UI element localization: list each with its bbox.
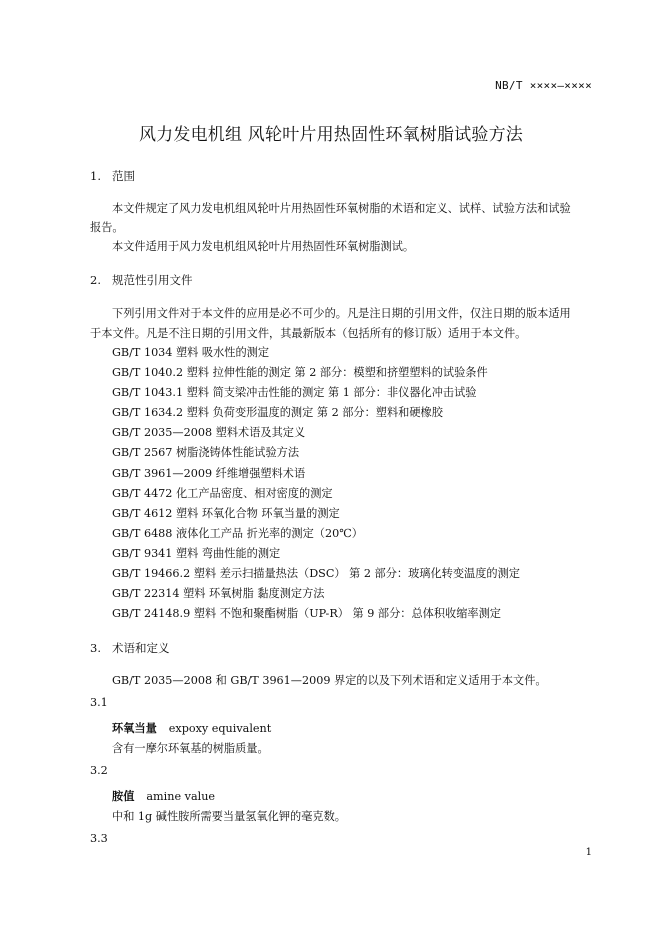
reference-item: GB/T 22314 塑料 环氧树脂 黏度测定方法 xyxy=(112,587,325,601)
reference-item: GB/T 1040.2 塑料 拉伸性能的测定 第 2 部分：模塑和挤塑塑料的试验条件 xyxy=(112,366,488,380)
term-number: 3.1 xyxy=(90,696,108,709)
section-number: 3. xyxy=(90,641,101,655)
paragraph-line: 本文件适用于风力发电机组风轮叶片用热固性环氧树脂测试。 xyxy=(112,240,415,253)
reference-item: GB/T 2567 树脂浇铸体性能试验方法 xyxy=(112,446,300,460)
term-number: 3.2 xyxy=(90,764,108,777)
section-heading-terms xyxy=(90,640,170,656)
reference-item: GB/T 2035—2008 塑料术语及其定义 xyxy=(112,426,306,440)
section-number: 2. xyxy=(90,273,101,287)
reference-item: GB/T 4472 化工产品密度、相对密度的测定 xyxy=(112,486,333,500)
reference-item: GB/T 1043.1 塑料 简支梁冲击性能的测定 第 1 部分：非仪器化冲击试验 xyxy=(112,386,477,400)
term-name-zh: 环氧当量 xyxy=(112,722,157,735)
page-number: 1 xyxy=(585,847,592,858)
reference-item: GB/T 4612 塑料 环氧化合物 环氧当量的测定 xyxy=(112,506,340,520)
reference-item: GB/T 9341 塑料 弯曲性能的测定 xyxy=(112,546,281,560)
paragraph-line: 下列引用文件对于本文件的应用是必不可少的。凡是注日期的引用文件，仅注日期的版本适用 xyxy=(112,307,571,320)
section-number: 1. xyxy=(90,169,101,183)
reference-item: GB/T 3961—2009 纤维增强塑料术语 xyxy=(112,466,306,480)
term-definition: 中和 1g 碱性胺所需要当量氢氧化钾的毫克数。 xyxy=(112,810,346,823)
reference-item: GB/T 19466.2 塑料 差示扫描量热法（DSC） 第 2 部分：玻璃化转变温度的测定 xyxy=(112,567,520,581)
term-definition: 含有一摩尔环氧基的树脂质量。 xyxy=(112,742,269,755)
section-title: 术语和定义 xyxy=(112,641,170,655)
section-title: 规范性引用文件 xyxy=(112,273,193,287)
document-title: 风力发电机组 风轮叶片用热固性环氧树脂试验方法 xyxy=(138,125,523,145)
reference-item: GB/T 1634.2 塑料 负荷变形温度的测定 第 2 部分：塑料和硬橡胶 xyxy=(112,406,443,420)
term-entry xyxy=(112,720,271,736)
reference-item: GB/T 24148.9 塑料 不饱和聚酯树脂（UP-R） 第 9 部分：总体积收缩率测定 xyxy=(112,607,501,621)
paragraph-line: 报告。 xyxy=(90,221,124,234)
paragraph-line: 于本文件。凡是不注日期的引用文件，其最新版本（包括所有的修订版）适用于本文件。 xyxy=(90,327,527,340)
section-heading-scope xyxy=(90,168,135,184)
term-name-en: amine value xyxy=(146,790,216,803)
term-number: 3.3 xyxy=(90,832,108,845)
paragraph-line: 本文件规定了风力发电机组风轮叶片用热固性环氧树脂的术语和定义、试样、试验方法和试验 xyxy=(112,202,571,215)
reference-item: GB/T 6488 液体化工产品 折光率的测定（20℃） xyxy=(112,526,363,540)
standard-number: NB/T ××××—×××× xyxy=(495,79,592,92)
reference-item: GB/T 1034 塑料 吸水性的测定 xyxy=(112,346,270,359)
section-title: 范围 xyxy=(112,169,135,183)
reference-list xyxy=(112,346,520,627)
paragraph-line: GB/T 2035—2008 和 GB/T 3961—2009 界定的以及下列术语和定义适用于本文件。 xyxy=(112,674,547,687)
term-entry xyxy=(112,788,215,804)
term-name-zh: 胺值 xyxy=(112,790,135,803)
term-name-en: expoxy equivalent xyxy=(168,722,272,735)
section-heading-normative-references xyxy=(90,272,193,288)
